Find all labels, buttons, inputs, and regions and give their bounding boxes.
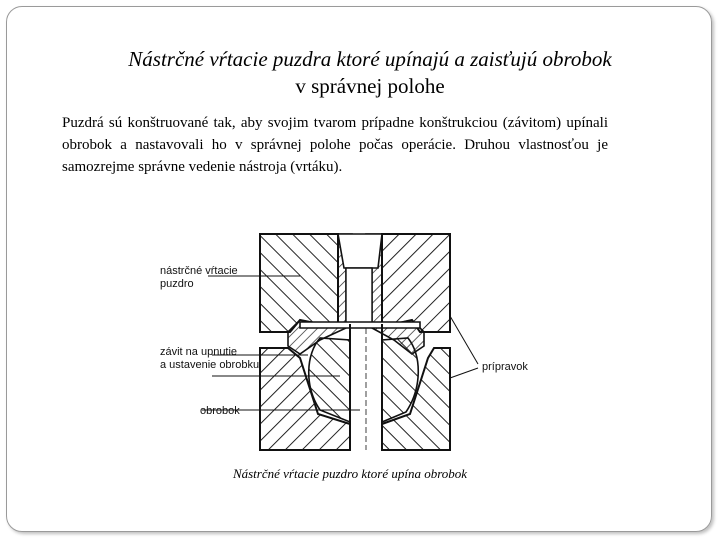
title-line-2: v správnej polohe: [295, 74, 445, 98]
label-thread-1: závit na upnutie: [160, 346, 238, 358]
thread-band: [300, 322, 420, 328]
bushing-head: [338, 234, 382, 268]
label-bushing-2: puzdro: [160, 278, 194, 290]
slide-title: [60, 46, 680, 100]
body-paragraph: Puzdrá sú konštruované tak, aby svojim tvarom prípadne konštrukciou (závitom) upínali obrobok a nastavovali ho v správnej polohe počas operácie. Druhou vlastnosťou je samozrejme správne vedenie nástroja (vrtáku).: [62, 115, 608, 175]
figure-caption: Nástrčné vŕtacie puzdro ktoré upína obrobok: [232, 466, 468, 481]
label-thread-2: a ustavenie obrobku: [160, 359, 260, 371]
label-workpiece: obrobok: [200, 405, 240, 417]
fixture-upper-right: [382, 234, 450, 332]
title-line-1: Nástrčné vŕtacie puzdra ktoré upínajú a zaisťujú obrobok: [128, 47, 612, 71]
drill-bushing-diagram: [150, 228, 550, 458]
label-bushing-1: nástrčné vŕtacie: [160, 265, 238, 277]
fixture-upper-left: [260, 234, 338, 332]
label-fixture: prípravok: [482, 361, 528, 373]
